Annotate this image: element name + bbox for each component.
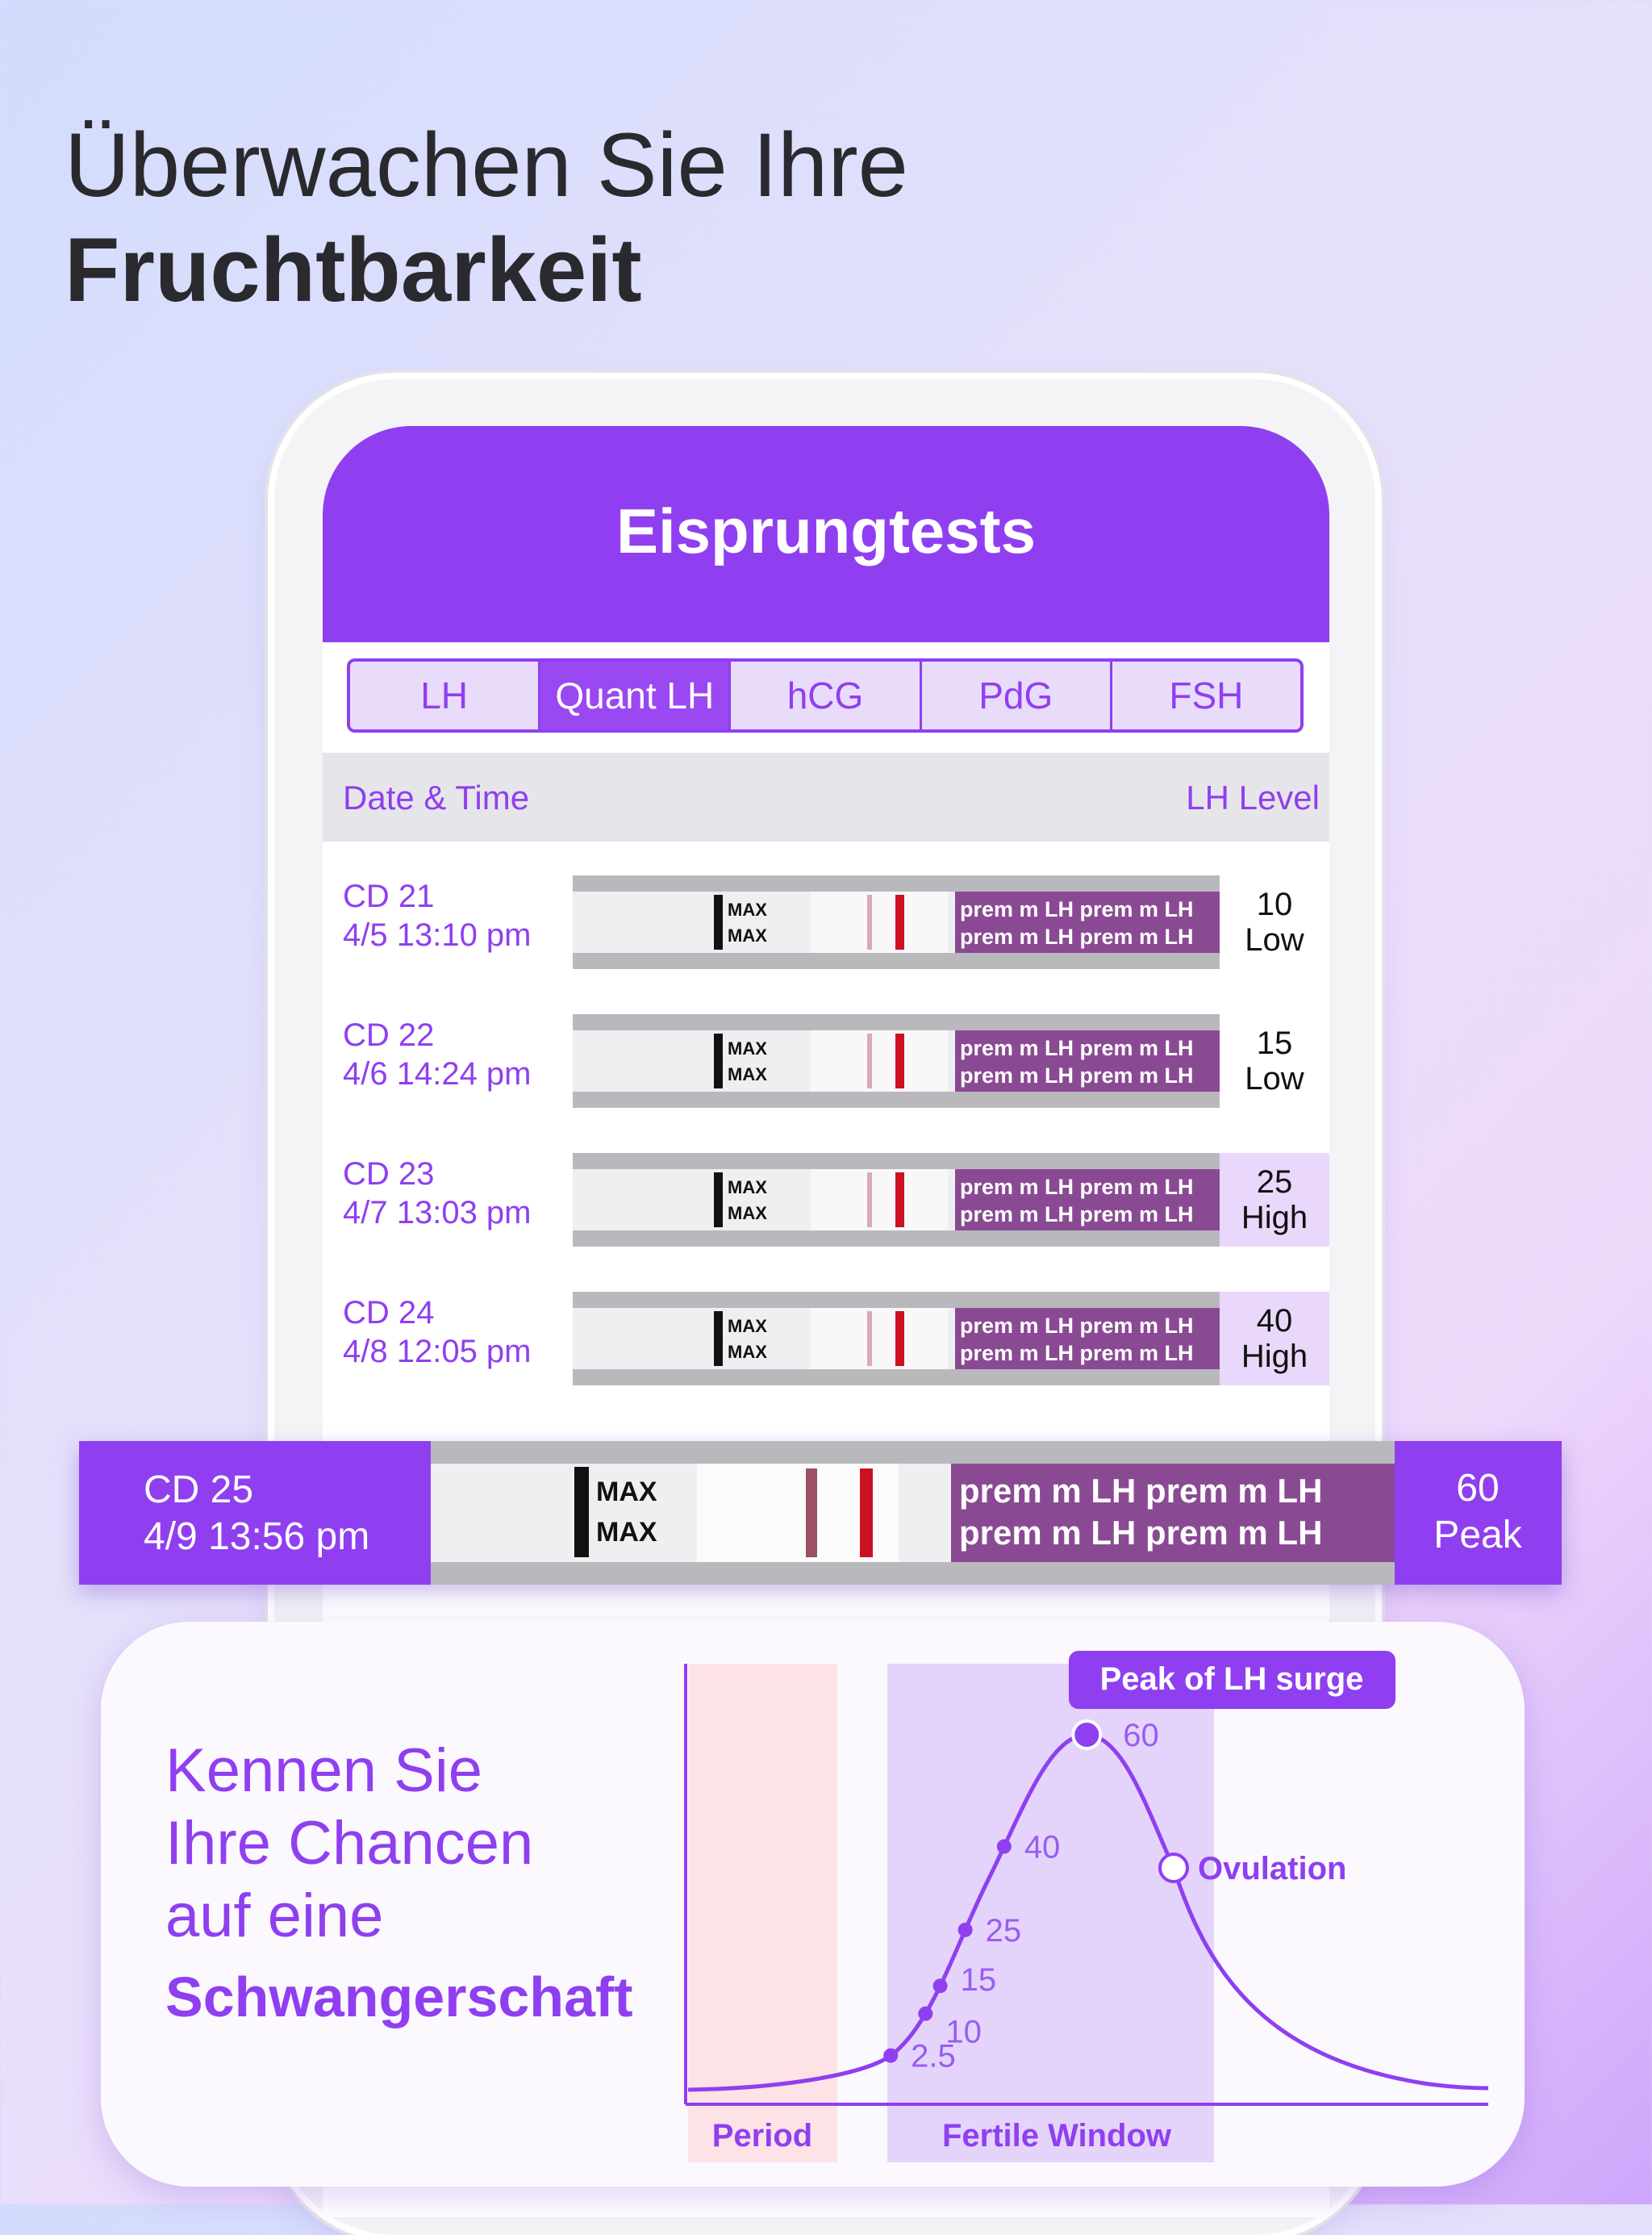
cycle-day: CD 21 bbox=[343, 879, 435, 914]
page-title: Eisprungtests bbox=[615, 495, 1037, 566]
lh-data-label: 15 bbox=[960, 1962, 997, 1999]
max-arrow-label: MAX bbox=[728, 925, 767, 946]
lh-level bbox=[1220, 875, 1329, 969]
lh-status: Peak bbox=[1433, 1514, 1522, 1556]
strip-brand: prem m LH prem m LH prem m LH prem m LH bbox=[955, 1169, 1220, 1230]
lh-status: Low bbox=[1245, 1061, 1304, 1097]
headline-line1: Überwachen Sie Ihre bbox=[65, 115, 908, 215]
control-line bbox=[860, 1468, 873, 1557]
fertile-window-label: Fertile Window bbox=[941, 2118, 1172, 2154]
test-time: 4/9 13:56 pm bbox=[144, 1515, 370, 1558]
column-lh-level: LH Level bbox=[1186, 779, 1320, 817]
test-time: 4/7 13:03 pm bbox=[343, 1195, 532, 1230]
column-date-time: Date & Time bbox=[343, 779, 530, 817]
strip-brand: prem m LH prem m LH prem m LH prem m LH bbox=[955, 892, 1220, 953]
lh-data-point bbox=[1073, 1721, 1100, 1748]
lh-data-point bbox=[933, 1978, 948, 1993]
test-row[interactable] bbox=[323, 1005, 1329, 1109]
peak-label: Peak of LH surge bbox=[1099, 1661, 1364, 1697]
max-arrow-label: MAX bbox=[728, 1038, 767, 1059]
test-line bbox=[867, 1311, 872, 1366]
max-arrow-label: MAX bbox=[728, 1064, 767, 1084]
test-row[interactable] bbox=[323, 1282, 1329, 1387]
test-row[interactable] bbox=[323, 866, 1329, 971]
test-strip-image bbox=[573, 875, 1220, 969]
tab-pdg[interactable]: PdG bbox=[922, 662, 1112, 729]
lh-value: 15 bbox=[1256, 1026, 1293, 1061]
strip-brand: prem m LH prem m LH prem m LH prem m LH bbox=[955, 1030, 1220, 1092]
chances-card bbox=[101, 1622, 1525, 2187]
test-strip-image bbox=[573, 1153, 1220, 1247]
test-time: 4/6 14:24 pm bbox=[343, 1056, 532, 1092]
ovulation-label: Ovulation bbox=[1198, 1851, 1347, 1886]
card-line2: Ihre Chancen bbox=[165, 1809, 534, 1878]
cycle-day: CD 22 bbox=[343, 1017, 435, 1053]
card-bold: Schwangerschaft bbox=[165, 1966, 633, 2028]
test-strip-image bbox=[573, 1014, 1220, 1108]
lh-data-label: 10 bbox=[945, 2014, 982, 2050]
row-date bbox=[144, 1467, 369, 1560]
peak-test-row[interactable] bbox=[79, 1441, 1562, 1585]
column-header bbox=[323, 753, 1329, 842]
lh-status: High bbox=[1241, 1339, 1308, 1374]
control-line bbox=[895, 895, 904, 950]
lh-value: 10 bbox=[1256, 887, 1293, 922]
strip-brand: prem m LH prem m LH prem m LH prem m LH bbox=[951, 1464, 1395, 1562]
lh-status: High bbox=[1241, 1200, 1308, 1235]
cycle-day: CD 24 bbox=[343, 1295, 435, 1331]
lh-level bbox=[1394, 1441, 1562, 1585]
lh-level bbox=[1220, 1292, 1329, 1385]
lh-data-point bbox=[883, 2049, 898, 2063]
test-strip-image bbox=[573, 1292, 1220, 1385]
tab-quant-lh[interactable]: Quant LH bbox=[540, 662, 731, 729]
lh-data-label: 25 bbox=[985, 1912, 1022, 1949]
row-date bbox=[343, 1155, 532, 1232]
lh-data-point bbox=[958, 1923, 973, 1937]
lh-value: 25 bbox=[1256, 1164, 1293, 1200]
lh-value: 40 bbox=[1256, 1303, 1293, 1339]
cycle-day: CD 23 bbox=[343, 1156, 435, 1192]
test-row[interactable] bbox=[323, 1143, 1329, 1248]
row-date bbox=[343, 1016, 532, 1093]
control-line bbox=[895, 1311, 904, 1366]
fertile-window-region bbox=[887, 1664, 1214, 2162]
tab-fsh[interactable]: FSH bbox=[1112, 662, 1300, 729]
card-line3: auf eine bbox=[165, 1882, 384, 1950]
lh-value: 60 bbox=[1456, 1467, 1500, 1510]
period-label: Period bbox=[711, 2118, 813, 2154]
cycle-day: CD 25 bbox=[144, 1468, 254, 1511]
max-arrow-label: MAX bbox=[596, 1517, 657, 1548]
test-type-tabs bbox=[347, 658, 1304, 733]
ovulation-marker bbox=[1160, 1854, 1187, 1882]
test-line bbox=[867, 1172, 872, 1227]
test-line bbox=[867, 895, 872, 950]
control-line bbox=[895, 1034, 904, 1088]
test-time: 4/8 12:05 pm bbox=[343, 1334, 532, 1369]
test-strip-image bbox=[431, 1441, 1395, 1585]
max-arrow-label: MAX bbox=[596, 1477, 657, 1507]
lh-level bbox=[1220, 1153, 1329, 1247]
lh-curve-chart bbox=[101, 1622, 1525, 2187]
app-header bbox=[323, 426, 1329, 642]
tab-lh[interactable]: LH bbox=[350, 662, 540, 729]
lh-data-label: 2.5 bbox=[911, 2038, 956, 2074]
lh-status: Low bbox=[1245, 922, 1304, 958]
max-arrow-label: MAX bbox=[728, 1177, 767, 1197]
lh-data-point bbox=[918, 2007, 932, 2021]
headline-line2: Fruchtbarkeit bbox=[65, 219, 642, 320]
strip-brand: prem m LH prem m LH prem m LH prem m LH bbox=[955, 1308, 1220, 1369]
max-arrow-label: MAX bbox=[728, 1342, 767, 1362]
max-arrow-label: MAX bbox=[728, 1203, 767, 1223]
row-date bbox=[343, 1293, 532, 1371]
test-time: 4/5 13:10 pm bbox=[343, 917, 532, 953]
lh-data-label: 60 bbox=[1123, 1718, 1159, 1754]
lh-data-point bbox=[997, 1840, 1012, 1854]
max-arrow-label: MAX bbox=[728, 1316, 767, 1336]
test-line bbox=[867, 1034, 872, 1088]
headline bbox=[65, 113, 908, 323]
max-arrow-label: MAX bbox=[728, 900, 767, 920]
lh-level bbox=[1220, 1014, 1329, 1108]
card-line1: Kennen Sie bbox=[165, 1736, 482, 1805]
test-line bbox=[806, 1468, 817, 1557]
tab-hcg[interactable]: hCG bbox=[731, 662, 921, 729]
control-line bbox=[895, 1172, 904, 1227]
row-date bbox=[343, 877, 532, 955]
lh-data-label: 40 bbox=[1024, 1829, 1061, 1865]
